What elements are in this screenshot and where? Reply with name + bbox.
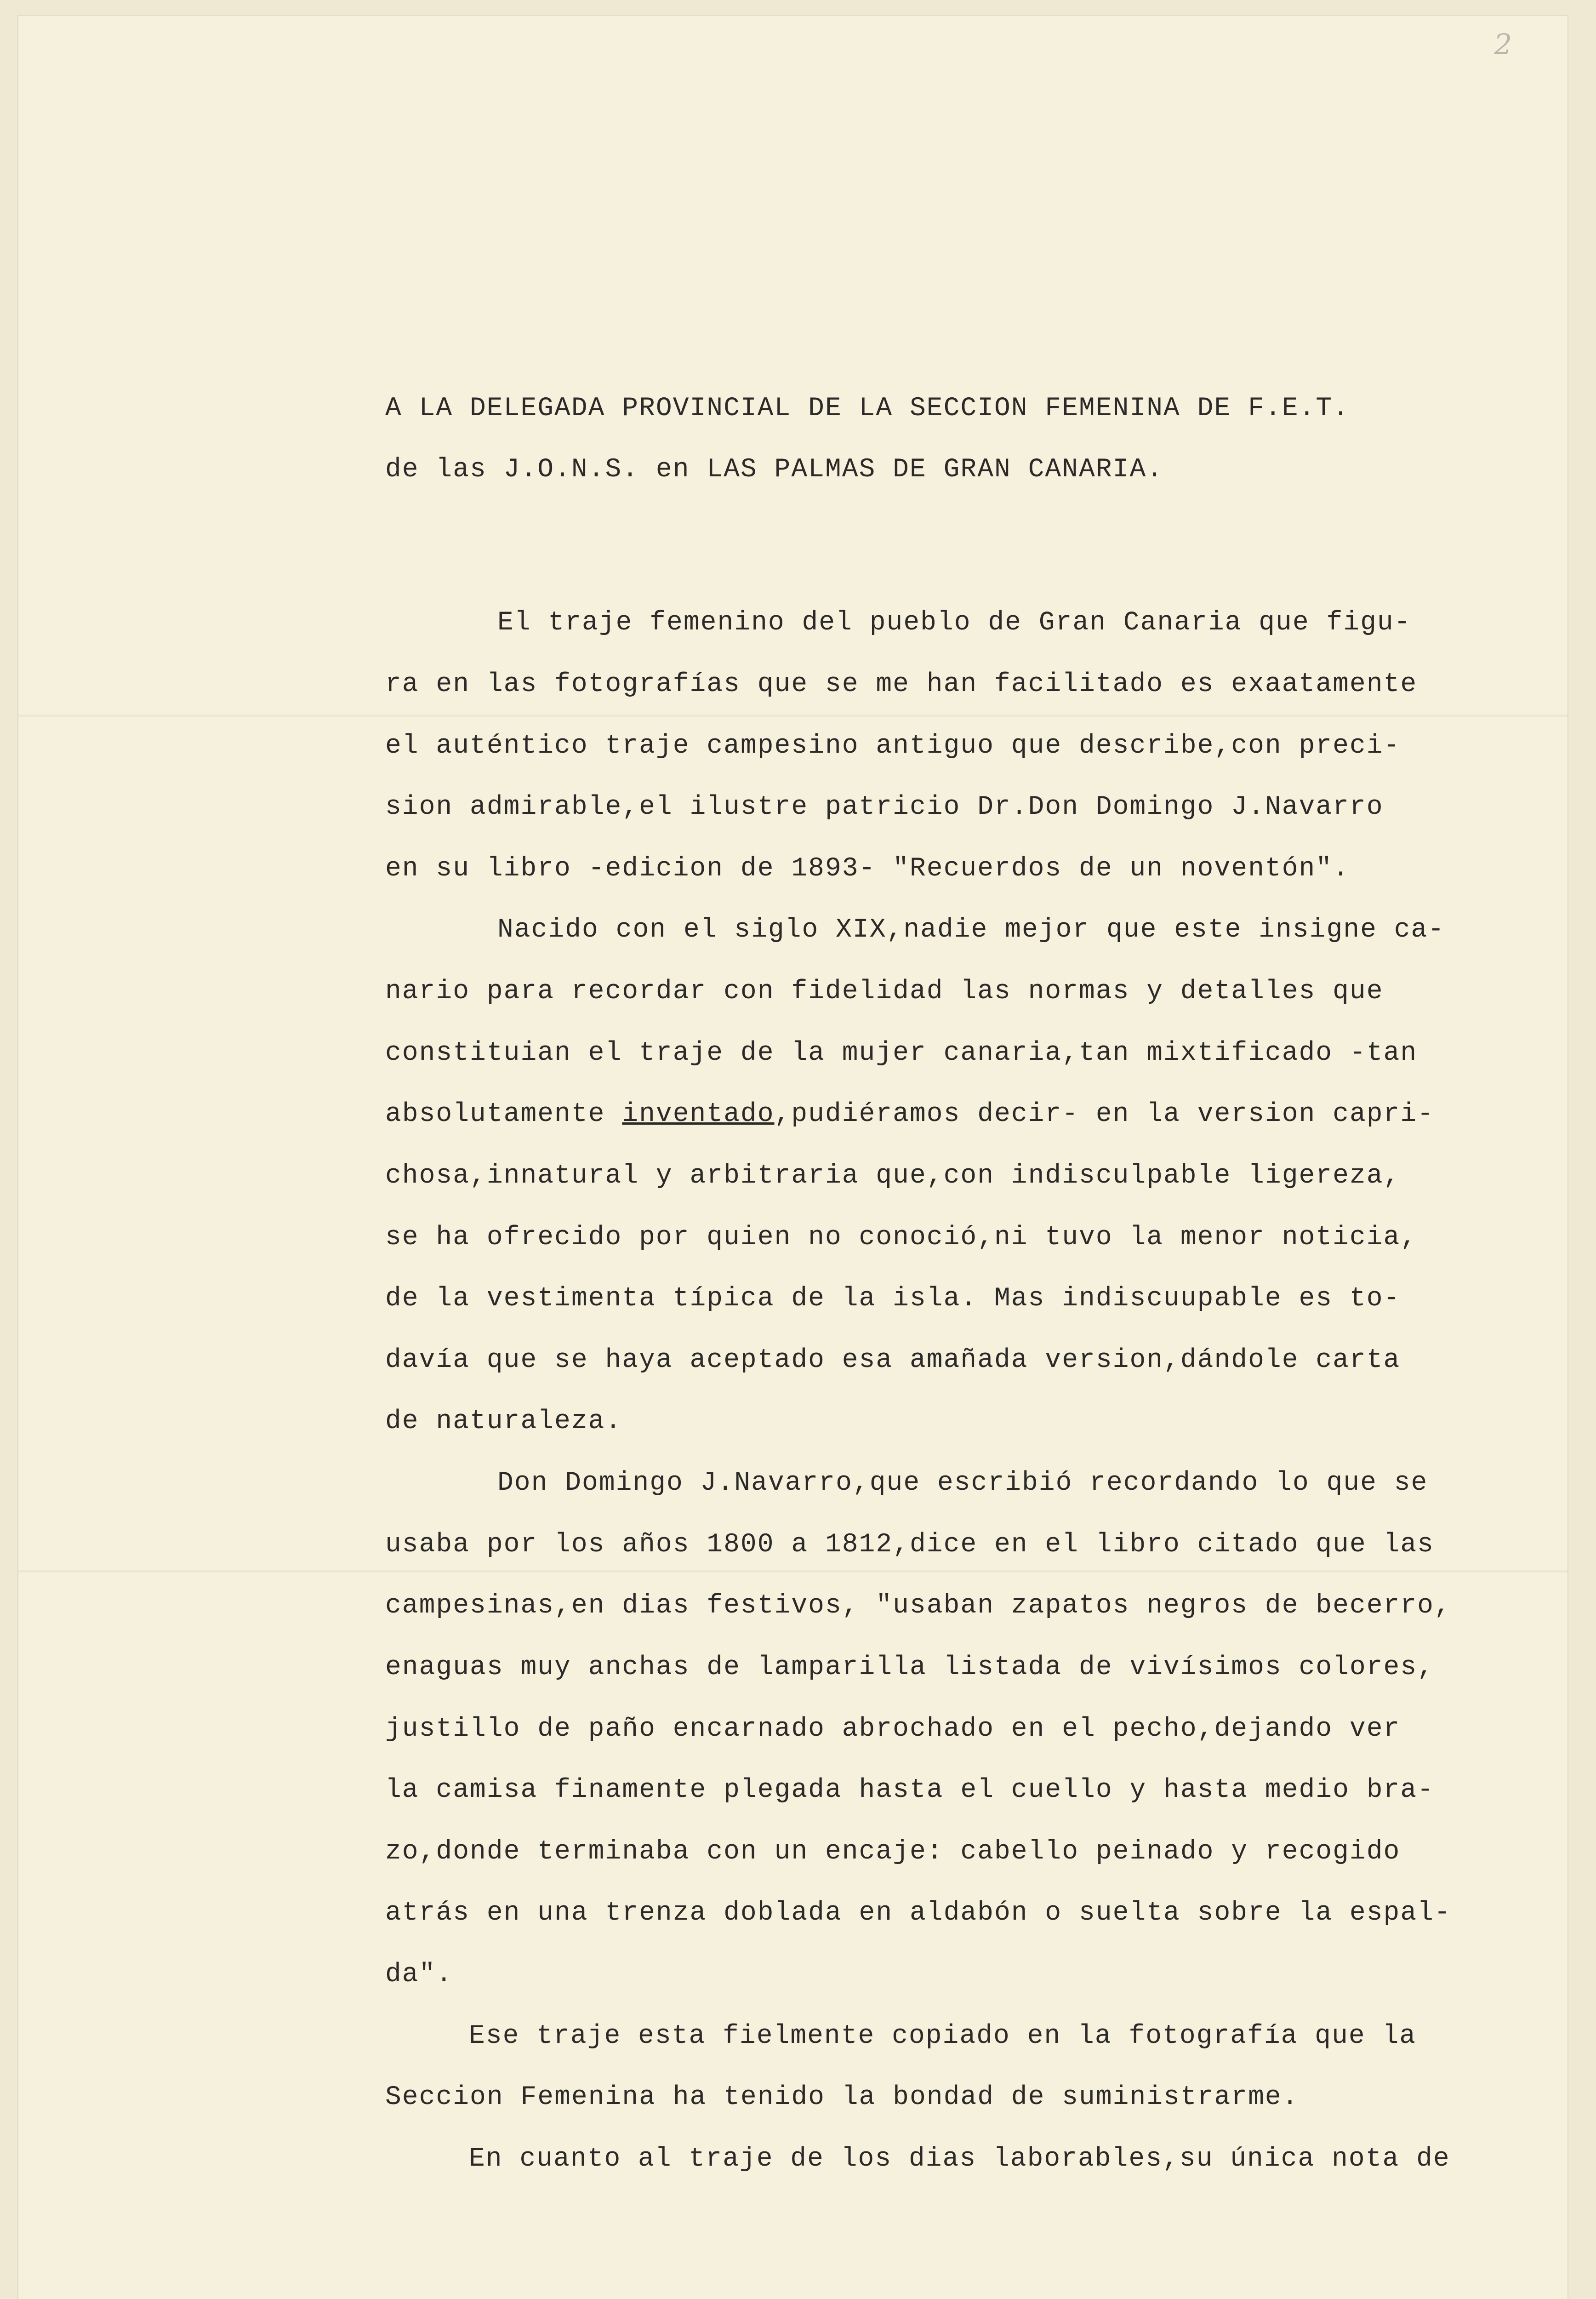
body-line: Nacido con el siglo XIX,nadie mejor que este insigne ca- <box>497 915 1445 945</box>
body-line-end: ,pudiéramos decir- en la version capri- <box>774 1099 1434 1129</box>
paper-fold <box>18 715 1568 717</box>
paper-fold <box>18 1570 1568 1573</box>
body-line: campesinas,en dias festivos, "usaban zapatos negros de becerro, <box>385 1591 1451 1621</box>
body-line: usaba por los años 1800 a 1812,dice en el libro citado que las <box>385 1530 1434 1560</box>
body-line: sion admirable,el ilustre patricio Dr.Don Domingo J.Navarro <box>385 792 1384 822</box>
body-line <box>385 1101 1434 1128</box>
body-line: en su libro -edicion de 1893- "Recuerdos de un noventón". <box>385 854 1350 884</box>
body-line: davía que se haya aceptado esa amañada version,dándole carta <box>385 1345 1401 1375</box>
body-line: constituian el traje de la mujer canaria,tan mixtificado -tan <box>385 1038 1418 1068</box>
body-line: de naturaleza. <box>385 1407 622 1436</box>
body-line: atrás en una trenza doblada en aldabón o suelta sobre la espal- <box>385 1898 1451 1928</box>
body-line: da". <box>385 1960 453 1990</box>
heading-line-1: A LA DELEGADA PROVINCIAL DE LA SECCION FEMENINA DE F.E.T. <box>385 394 1350 423</box>
body-line: de la vestimenta típica de la isla. Mas indiscuupable es to- <box>385 1284 1401 1314</box>
body-line: nario para recordar con fidelidad las normas y detalles que <box>385 977 1384 1007</box>
body-line: Don Domingo J.Navarro,que escribió recordando lo que se <box>497 1468 1428 1498</box>
body-line-start: absolutamente <box>385 1099 622 1129</box>
body-line: ra en las fotografías que se me han facilitado es exaatamente <box>385 669 1418 699</box>
document-page <box>18 16 1568 2299</box>
body-line: el auténtico traje campesino antiguo que describe,con preci- <box>385 731 1401 761</box>
body-line: En cuanto al traje de los dias laborables,su única nota de <box>469 2144 1450 2174</box>
body-line: El traje femenino del pueblo de Gran Canaria que figu- <box>497 608 1411 638</box>
body-line: se ha ofrecido por quien no conoció,ni tuvo la menor noticia, <box>385 1223 1418 1252</box>
body-line: la camisa finamente plegada hasta el cuello y hasta medio bra- <box>385 1775 1434 1805</box>
body-line: Ese traje esta fielmente copiado en la fotografía que la <box>469 2021 1417 2051</box>
page-number: 2 <box>1494 28 1512 61</box>
body-line: justillo de paño encarnado abrochado en el pecho,dejando ver <box>385 1714 1401 1744</box>
heading-line-2: de las J.O.N.S. en LAS PALMAS DE GRAN CANARIA. <box>385 455 1164 485</box>
body-line: chosa,innatural y arbitraria que,con indisculpable ligereza, <box>385 1161 1401 1191</box>
body-line: Seccion Femenina ha tenido la bondad de suministrarme. <box>385 2082 1299 2112</box>
underlined-word: inventado <box>622 1099 775 1129</box>
body-line: enaguas muy anchas de lamparilla listada de vivísimos colores, <box>385 1653 1434 1682</box>
body-line: zo,donde terminaba con un encaje: cabello peinado y recogido <box>385 1837 1401 1867</box>
